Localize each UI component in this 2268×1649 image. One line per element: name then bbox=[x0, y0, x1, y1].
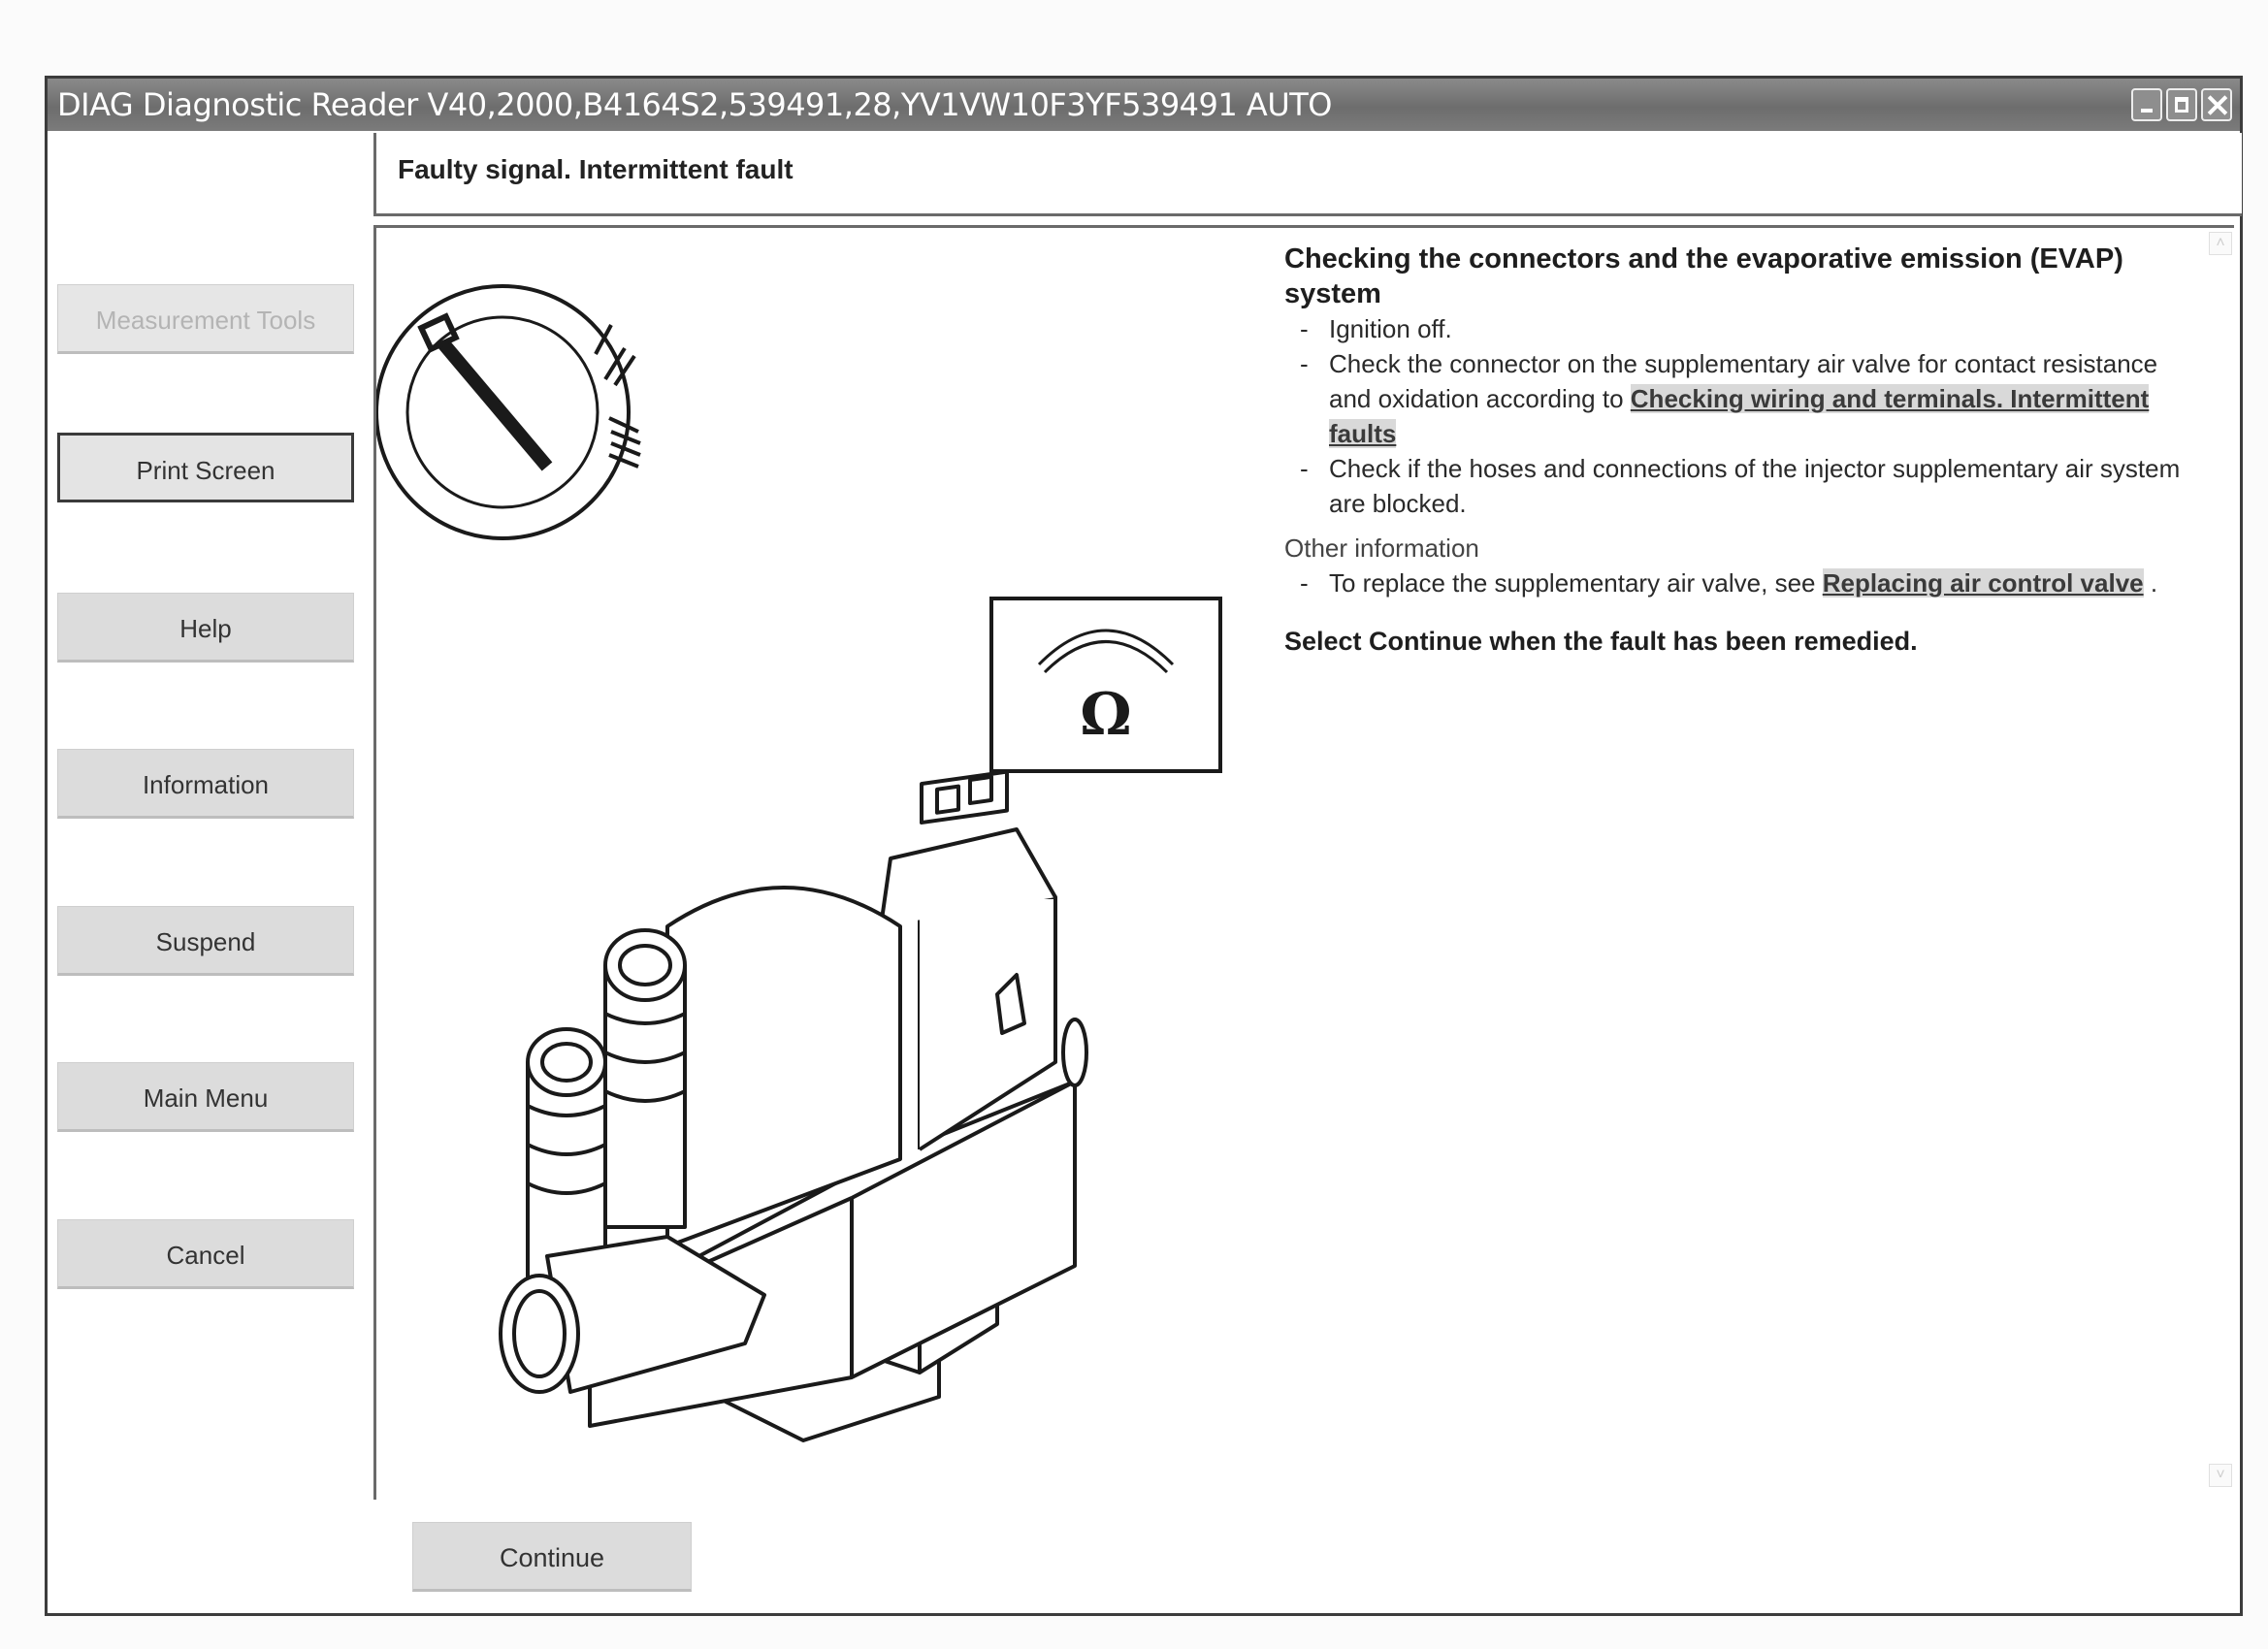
app-window bbox=[45, 76, 2243, 1616]
title-bar bbox=[48, 79, 2240, 131]
cancel-button[interactable]: Cancel bbox=[57, 1219, 354, 1289]
other-text-end: . bbox=[2143, 568, 2158, 598]
maximize-icon[interactable] bbox=[2166, 88, 2197, 121]
illustration bbox=[376, 228, 1279, 1489]
window-title: DIAG Diagnostic Reader V40,2000,B4164S2,539491,28,YV1VW10F3YF539491 AUTO bbox=[57, 86, 1332, 123]
other-text: To replace the supplementary air valve, see bbox=[1329, 568, 1823, 598]
other-information-label: Other information bbox=[1284, 534, 1479, 563]
suspend-button[interactable]: Suspend bbox=[57, 906, 354, 976]
other-list bbox=[1284, 566, 2187, 600]
fault-heading-panel bbox=[373, 133, 2242, 216]
air-valve-illustration bbox=[501, 772, 1086, 1440]
list-item bbox=[1284, 346, 2187, 451]
measurement-tools-button[interactable]: Measurement Tools bbox=[57, 284, 354, 354]
ohmmeter-icon bbox=[991, 598, 1220, 771]
step-text: Ignition off. bbox=[1329, 314, 1452, 343]
ignition-switch-icon bbox=[376, 286, 640, 538]
checking-wiring-link[interactable]: Checking wiring and terminals. Intermittent faults bbox=[1329, 384, 2150, 448]
replacing-valve-link[interactable]: Replacing air control valve bbox=[1822, 568, 2144, 598]
print-screen-button[interactable]: Print Screen bbox=[57, 433, 354, 502]
step-text: Check the connector on the supplementary air valve for contact resistance and oxidation according to bbox=[1329, 349, 2158, 413]
window-controls bbox=[2131, 88, 2232, 121]
instructions-text bbox=[1284, 242, 2187, 659]
step-list bbox=[1284, 311, 2187, 521]
list-item bbox=[1284, 451, 2187, 521]
main-menu-button[interactable]: Main Menu bbox=[57, 1062, 354, 1132]
close-icon[interactable] bbox=[2201, 88, 2232, 121]
final-instruction: Select Continue when the fault has been remedied. bbox=[1284, 627, 1918, 656]
section-title: Checking the connectors and the evaporative emission (EVAP) system bbox=[1284, 243, 2123, 309]
content-panel bbox=[373, 225, 2234, 1500]
vertical-scrollbar[interactable] bbox=[2205, 228, 2234, 1501]
fault-title: Faulty signal. Intermittent fault bbox=[398, 154, 794, 184]
ohm-symbol: Ω bbox=[1080, 681, 1132, 749]
continue-button[interactable]: Continue bbox=[412, 1522, 692, 1592]
list-item bbox=[1284, 311, 2187, 346]
list-item bbox=[1284, 566, 2187, 600]
scroll-up-icon[interactable]: ˄ bbox=[2209, 232, 2232, 255]
scroll-down-icon[interactable]: ˅ bbox=[2209, 1464, 2232, 1487]
help-button[interactable]: Help bbox=[57, 593, 354, 663]
step-text: Check if the hoses and connections of the injector supplementary air system are blocked. bbox=[1329, 454, 2181, 518]
information-button[interactable]: Information bbox=[57, 749, 354, 819]
minimize-icon[interactable] bbox=[2131, 88, 2162, 121]
